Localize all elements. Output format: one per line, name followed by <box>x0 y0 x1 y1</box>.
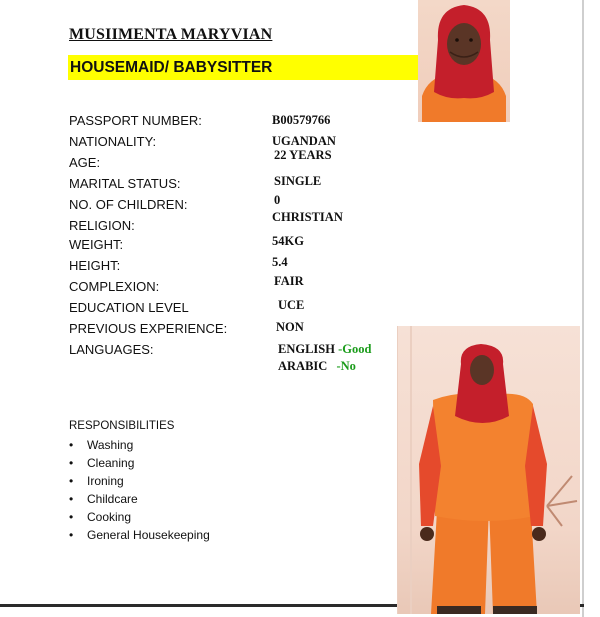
value-nationality: UGANDAN <box>272 134 336 148</box>
language-english-name: ENGLISH <box>278 342 335 356</box>
label-height: HEIGHT: <box>69 258 121 273</box>
language-arabic-name: ARABIC <box>278 359 328 373</box>
label-education: EDUCATION LEVEL <box>69 300 189 315</box>
full-body-photo <box>397 326 580 614</box>
list-item: • General Housekeeping <box>69 528 210 546</box>
value-marital-status: SINGLE <box>274 174 322 188</box>
value-height: 5.4 <box>272 255 288 269</box>
label-experience: PREVIOUS EXPERIENCE: <box>69 321 228 336</box>
label-religion: RELIGION: <box>69 218 135 233</box>
label-languages: LANGUAGES: <box>69 342 154 357</box>
value-children: 0 <box>274 193 281 207</box>
language-english <box>278 342 371 356</box>
language-arabic-level: -No <box>336 359 356 373</box>
value-passport: B00579766 <box>272 113 331 127</box>
value-age: 22 YEARS <box>274 148 332 162</box>
value-complexion: FAIR <box>274 274 304 288</box>
language-arabic <box>278 359 356 373</box>
list-item: • Cooking <box>69 510 210 528</box>
page-edge-right <box>582 0 584 617</box>
label-weight: WEIGHT: <box>69 237 124 252</box>
language-english-level: -Good <box>338 342 372 356</box>
responsibilities-list <box>69 438 210 546</box>
list-item: • Cleaning <box>69 456 210 474</box>
portrait-photo <box>418 0 510 122</box>
label-age: AGE: <box>69 155 101 170</box>
label-nationality: NATIONALITY: <box>69 134 157 149</box>
label-passport: PASSPORT NUMBER: <box>69 113 202 128</box>
list-item: • Ironing <box>69 474 210 492</box>
list-item: • Childcare <box>69 492 210 510</box>
value-experience: NON <box>276 320 304 334</box>
list-item: • Washing <box>69 438 210 456</box>
label-complexion: COMPLEXION: <box>69 279 160 294</box>
value-weight: 54KG <box>272 234 304 248</box>
candidate-name: MUSIIMENTA MARYVIAN <box>69 26 273 43</box>
label-children: NO. OF CHILDREN: <box>69 197 188 212</box>
value-religion: CHRISTIAN <box>272 210 343 224</box>
value-education: UCE <box>278 298 305 312</box>
candidate-position: HOUSEMAID/ BABYSITTER <box>70 59 273 76</box>
responsibilities-title: RESPONSIBILITIES <box>69 420 175 432</box>
label-marital-status: MARITAL STATUS: <box>69 176 181 191</box>
